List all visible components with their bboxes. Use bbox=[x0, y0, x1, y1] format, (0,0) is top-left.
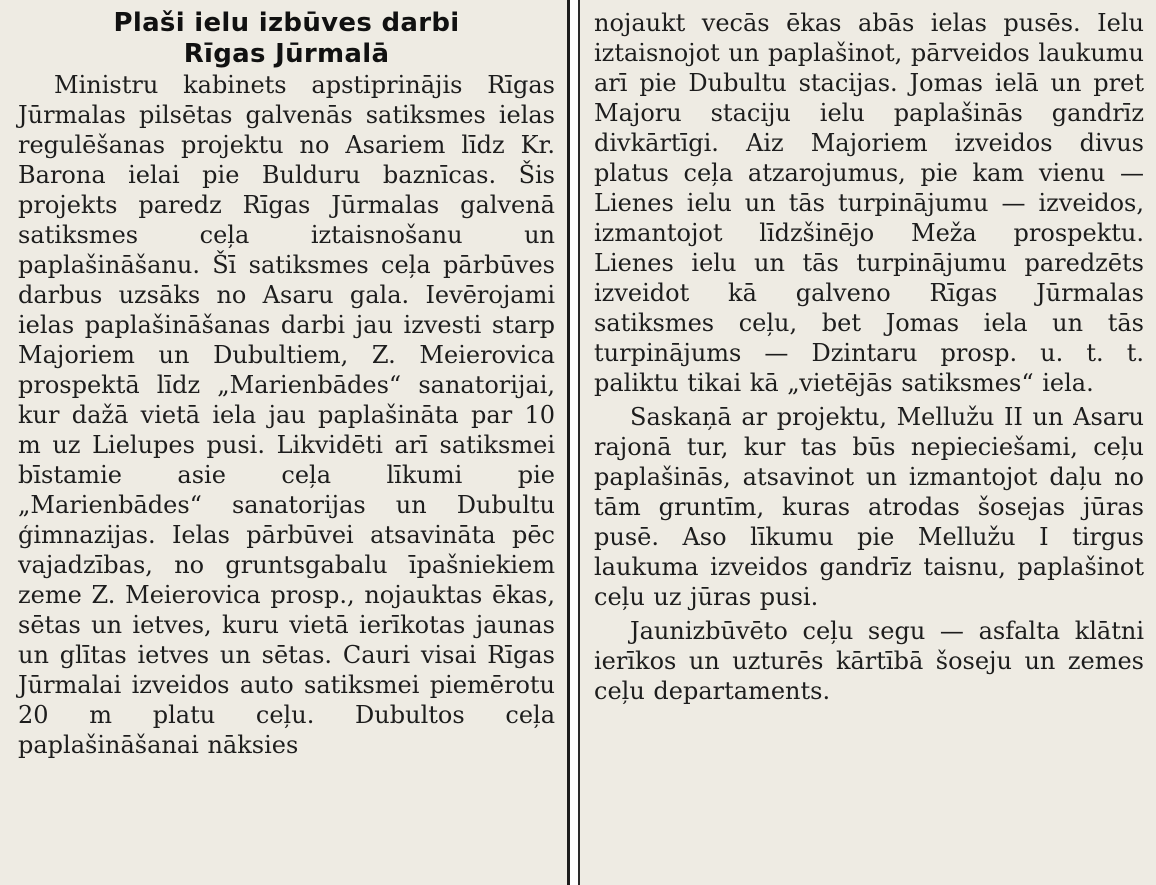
column-gutter bbox=[570, 0, 578, 885]
right-column-paragraph-1: nojaukt vecās ēkas abās ielas pusēs. Ielu iztaisnojot un paplašinot, pārveidos laukumu arī pie Dubultu stacijas. Jomas ielā un pret Majoru staciju ielu paplašinās gandrīz divkārtīgi. Aiz Majoriem izveidos divus platus ceļa atzarojumus, pie kam vienu — Lienes ielu un tās turpinājumu — izveidos, izmantojot līdzšinējo Meža prospektu. Lienes ielu un tās turpinājumu paredzēts izveidot kā galveno Rīgas Jūrmalas satiksmes ceļu, bet Jomas iela un tās turpinājums — Dzintaru prosp. u. t. t. paliktu tikai kā „vietējās satiksmes“ iela. bbox=[594, 9, 1144, 397]
article-headline bbox=[18, 8, 555, 70]
right-column-paragraph-3: Jaunizbūvēto ceļu segu — asfalta klātni ierīkos un uzturēs kārtībā šoseju un zemes ceļu departaments. bbox=[594, 617, 1144, 705]
headline-line-1: Plaši ielu izbūves darbi bbox=[113, 8, 460, 38]
left-column-text: Ministru kabinets apstiprinājis Rīgas Jūrmalas pilsētas galvenās satiksmes ielas regulēšanas projektu no Asariem līdz Kr. Barona ielai pie Bulduru baznīcas. Šis projekts paredz Rīgas Jūrmalas galvenā satiksmes ceļa iztaisnošanu un paplašināšanu. Šī satiksmes ceļa pārbūves darbus uzsāks no Asaru gala. Ievērojami ielas paplašināšanas darbi jau izvesti starp Majoriem un Dubultiem, Z. Meierovica prospektā līdz „Marienbādes“ sanatorijai, kur dažā vietā iela jau paplašināta par 10 m uz Lielupes pusi. Likvidēti arī satiksmei bīstamie asie ceļa līkumi pie „Marienbādes“ sanatorijas un Dubultu ģimnazijas. Ielas pārbūvei atsavināta pēc vajadzības, no gruntsgabalu īpašniekiem zeme Z. Meierovica prosp., nojauktas ēkas, sētas un ietves, kuru vietā ierīkotas jaunas un glītas ietves un sētas. Cauri visai Rīgas Jūrmalai izveidos auto satiksmei piemērotu 20 m platu ceļu. Dubultos ceļa paplašināšanai nāksies bbox=[18, 71, 555, 759]
headline-line-2: Rīgas Jūrmalā bbox=[183, 39, 390, 69]
right-column-paragraph-2: Saskaņā ar projektu, Mellužu II un Asaru rajonā tur, kur tas būs nepieciešami, ceļu paplašinās, atsavinot un izmantojot daļu no tām gruntīm, kuras atrodas šosejas jūras pusē. Aso līkumu pie Mellužu I tirgus laukuma izveidos gandrīz taisnu, paplašinot ceļu uz jūras pusi. bbox=[594, 403, 1144, 611]
left-column bbox=[0, 0, 570, 885]
right-column bbox=[578, 0, 1156, 885]
